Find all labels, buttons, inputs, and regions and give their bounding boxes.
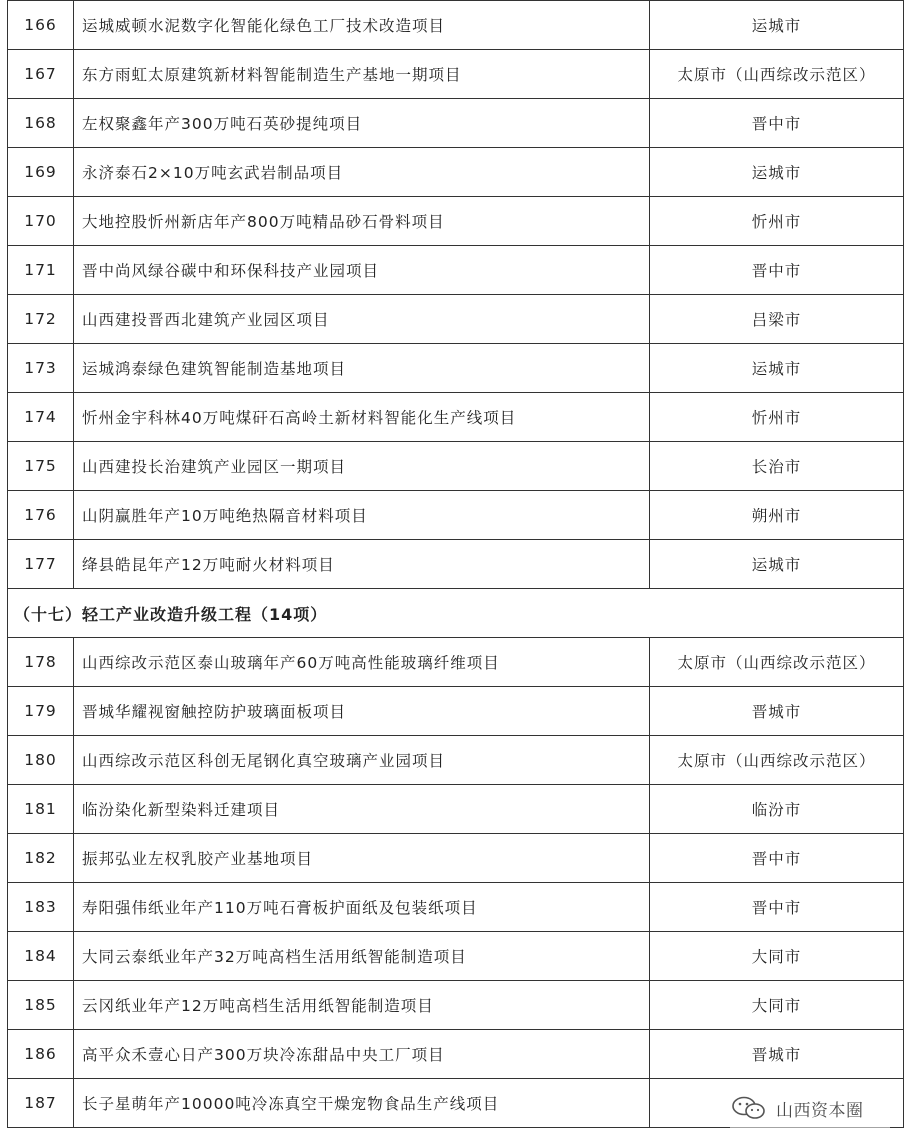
table-row xyxy=(8,1,904,50)
row-number: 183 xyxy=(8,883,74,932)
table-row xyxy=(8,99,904,148)
table-row xyxy=(8,540,904,589)
project-name: 山西综改示范区泰山玻璃年产60万吨高性能玻璃纤维项目 xyxy=(74,638,650,687)
row-number: 171 xyxy=(8,246,74,295)
project-city: 忻州市 xyxy=(650,197,904,246)
row-number: 186 xyxy=(8,1030,74,1079)
section-row xyxy=(8,589,904,638)
project-name: 寿阳强伟纸业年产110万吨石膏板护面纸及包装纸项目 xyxy=(74,883,650,932)
project-city: 运城市 xyxy=(650,344,904,393)
project-city: 晋中市 xyxy=(650,99,904,148)
project-city: 晋中市 xyxy=(650,246,904,295)
table-row xyxy=(8,981,904,1030)
project-city: 大同市 xyxy=(650,981,904,1030)
table-row xyxy=(8,197,904,246)
project-city: 朔州市 xyxy=(650,491,904,540)
project-name: 临汾染化新型染料迁建项目 xyxy=(74,785,650,834)
row-number: 176 xyxy=(8,491,74,540)
project-name: 云冈纸业年产12万吨高档生活用纸智能制造项目 xyxy=(74,981,650,1030)
project-city: 太原市（山西综改示范区） xyxy=(650,50,904,99)
table-row xyxy=(8,148,904,197)
project-name: 大同云泰纸业年产32万吨高档生活用纸智能制造项目 xyxy=(74,932,650,981)
row-number: 170 xyxy=(8,197,74,246)
row-number: 178 xyxy=(8,638,74,687)
project-name: 山西建投晋西北建筑产业园区项目 xyxy=(74,295,650,344)
row-number: 182 xyxy=(8,834,74,883)
project-city: 忻州市 xyxy=(650,393,904,442)
table-row xyxy=(8,393,904,442)
row-number: 168 xyxy=(8,99,74,148)
row-number: 177 xyxy=(8,540,74,589)
row-number: 185 xyxy=(8,981,74,1030)
project-name: 山西综改示范区科创无尾钢化真空玻璃产业园项目 xyxy=(74,736,650,785)
table-row xyxy=(8,491,904,540)
table-row xyxy=(8,344,904,393)
project-city: 运城市 xyxy=(650,540,904,589)
project-name: 左权聚鑫年产300万吨石英砂提纯项目 xyxy=(74,99,650,148)
project-city: 晋城市 xyxy=(650,1030,904,1079)
project-name: 忻州金宇科林40万吨煤矸石高岭土新材料智能化生产线项目 xyxy=(74,393,650,442)
project-name: 运城鸿泰绿色建筑智能制造基地项目 xyxy=(74,344,650,393)
row-number: 175 xyxy=(8,442,74,491)
project-name: 大地控股忻州新店年产800万吨精品砂石骨料项目 xyxy=(74,197,650,246)
project-name: 晋城华耀视窗触控防护玻璃面板项目 xyxy=(74,687,650,736)
project-city: 晋城市 xyxy=(650,687,904,736)
project-name: 晋中尚风绿谷碳中和环保科技产业园项目 xyxy=(74,246,650,295)
project-name: 高平众禾壹心日产300万块冷冻甜品中央工厂项目 xyxy=(74,1030,650,1079)
row-number: 167 xyxy=(8,50,74,99)
project-name: 运城威顿水泥数字化智能化绿色工厂技术改造项目 xyxy=(74,1,650,50)
project-name: 山西建投长治建筑产业园区一期项目 xyxy=(74,442,650,491)
row-number: 184 xyxy=(8,932,74,981)
project-name: 长子星萌年产10000吨冷冻真空干燥宠物食品生产线项目 xyxy=(74,1079,650,1128)
row-number: 169 xyxy=(8,148,74,197)
project-table-sheet xyxy=(7,0,903,1128)
project-city: 太原市（山西综改示范区） xyxy=(650,638,904,687)
project-name: 东方雨虹太原建筑新材料智能制造生产基地一期项目 xyxy=(74,50,650,99)
project-city: 运城市 xyxy=(650,148,904,197)
table-row xyxy=(8,785,904,834)
project-name: 振邦弘业左权乳胶产业基地项目 xyxy=(74,834,650,883)
project-city: 晋中市 xyxy=(650,883,904,932)
wechat-icon xyxy=(730,1095,770,1121)
table-row xyxy=(8,932,904,981)
table-row xyxy=(8,295,904,344)
table-row xyxy=(8,246,904,295)
row-number: 187 xyxy=(8,1079,74,1128)
project-city: 长治市 xyxy=(650,442,904,491)
project-city: 晋中市 xyxy=(650,834,904,883)
table-row xyxy=(8,687,904,736)
table-row xyxy=(8,834,904,883)
project-city: 吕梁市 xyxy=(650,295,904,344)
row-number: 172 xyxy=(8,295,74,344)
table-row xyxy=(8,50,904,99)
project-city: 临汾市 xyxy=(650,785,904,834)
table-row xyxy=(8,736,904,785)
project-name: 绛县皓昆年产12万吨耐火材料项目 xyxy=(74,540,650,589)
project-city: 大同市 xyxy=(650,932,904,981)
project-city: 运城市 xyxy=(650,1,904,50)
wechat-watermark xyxy=(730,1088,890,1128)
row-number: 181 xyxy=(8,785,74,834)
project-name: 山阴赢胜年产10万吨绝热隔音材料项目 xyxy=(74,491,650,540)
row-number: 180 xyxy=(8,736,74,785)
row-number: 179 xyxy=(8,687,74,736)
project-city: 太原市（山西综改示范区） xyxy=(650,736,904,785)
row-number: 174 xyxy=(8,393,74,442)
row-number: 173 xyxy=(8,344,74,393)
table-row xyxy=(8,442,904,491)
table-row xyxy=(8,1030,904,1079)
project-table-body xyxy=(8,1,904,1128)
table-row xyxy=(8,883,904,932)
row-number: 166 xyxy=(8,1,74,50)
project-name: 永济泰石2×10万吨玄武岩制品项目 xyxy=(74,148,650,197)
watermark-text: 山西资本圈 xyxy=(776,1100,864,1121)
section-title: （十七）轻工产业改造升级工程（14项） xyxy=(8,589,904,638)
project-table xyxy=(7,0,904,1128)
table-row xyxy=(8,638,904,687)
